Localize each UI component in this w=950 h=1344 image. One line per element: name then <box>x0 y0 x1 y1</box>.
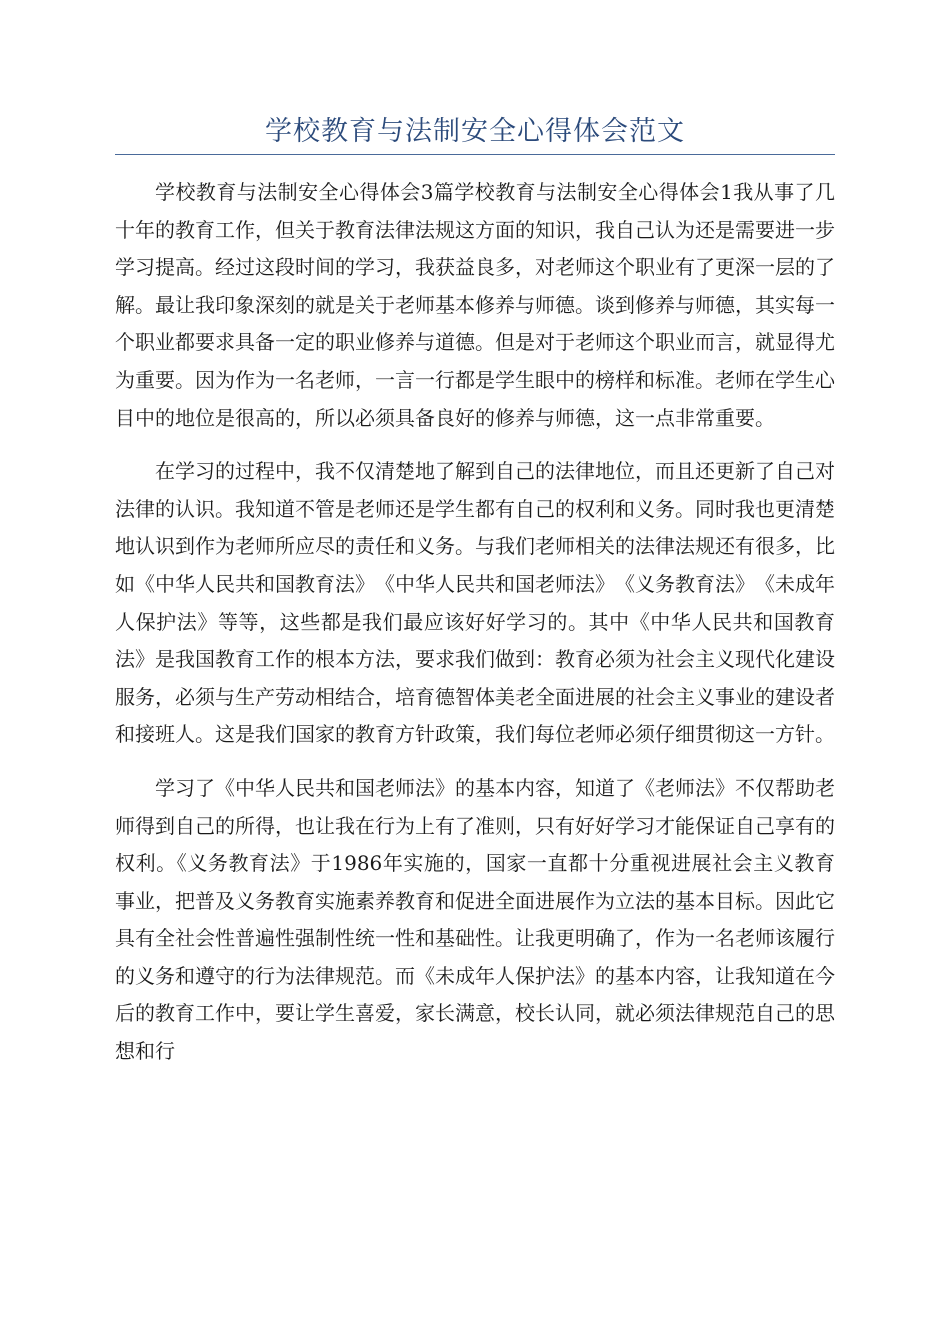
title-underline <box>115 154 835 155</box>
paragraph-3: 学习了《中华人民共和国老师法》的基本内容，知道了《老师法》不仅帮助老师得到自己的所得，也让我在行为上有了准则，只有好好学习才能保证自己享有的权利。《义务教育法》于1986年实施的，国家一直都十分重视进展社会主义教育事业，把普及义务教育实施素养教育和促进全面进展作为立法的基本目标。因此它具有全社会性普遍性强制性统一性和基础性。让我更明确了，作为一名老师该履行的义务和遵守的行为法律规范。而《未成年人保护法》的基本内容，让我知道在今后的教育工作中，要让学生喜爱，家长满意，校长认同，就必须法律规范自己的思想和行 <box>115 775 835 1064</box>
document-body <box>115 174 835 1087</box>
paragraph-2: 在学习的过程中，我不仅清楚地了解到自己的法律地位，而且还更新了自己对法律的认识。我知道不管是老师还是学生都有自己的权利和义务。同时我也更清楚地认识到作为老师所应尽的责任和义务。与我们老师相关的法律法规还有很多，比如《中华人民共和国教育法》 《中华人民共和国老师法》 《义务教育法》 《未成年人保护法》等等，这些都是我们最应该好好学习的。其中《中华人民共和国教育法》是我国教育工作的根本方法，要求我们做到：教育必须为社会主义现代化建设服务，必须与生产劳动相结合，培育德智体美老全面进展的社会主义事业的建设者和接班人。这是我们国家的教育方针政策，我们每位老师必须仔细贯彻这一方针。 <box>115 459 835 747</box>
paragraph-1: 学校教育与法制安全心得体会3篇学校教育与法制安全心得体会1我从事了几十年的教育工作，但关于教育法律法规这方面的知识，我自己认为还是需要进一步学习提高。经过这段时间的学习，我获益良多，对老师这个职业有了更深一层的了解。最让我印象深刻的就是关于老师基本修养与师德。谈到修养与师德，其实每一个职业都要求具备一定的职业修养与道德。但是对于老师这个职业而言，就显得尤为重要。因为作为一名老师，一言一行都是学生眼中的榜样和标准。老师在学生心目中的地位是很高的，所以必须具备良好的修养与师德，这一点非常重要。 <box>115 180 835 430</box>
document-title: 学校教育与法制安全心得体会范文 <box>265 116 685 147</box>
